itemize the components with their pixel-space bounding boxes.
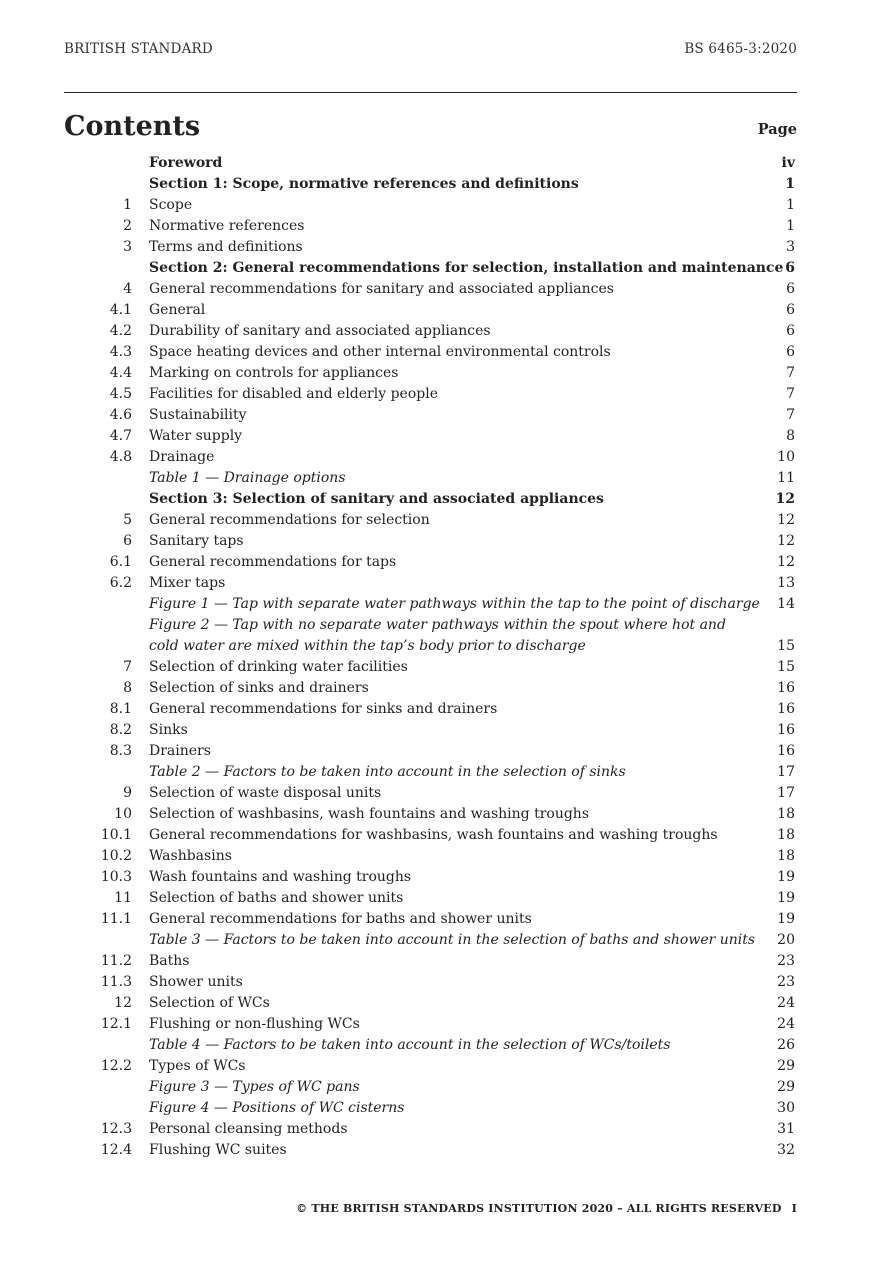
toc-entry-number: 12.4 (100, 1142, 132, 1158)
toc-entry (64, 615, 797, 657)
toc-entry (64, 699, 797, 720)
toc-entry (64, 867, 797, 888)
toc-entry-page: 7 (786, 407, 795, 423)
toc-entry (64, 153, 797, 174)
toc-entry-page: 30 (777, 1100, 795, 1116)
toc-entry-number: 4 (123, 281, 132, 297)
toc-entry (64, 384, 797, 405)
toc-entry-title: Section 2: General recommendations for selection, installation and maintenance (149, 260, 784, 276)
toc-entry-page: 16 (777, 701, 795, 717)
copyright-notice: © THE BRITISH STANDARDS INSTITUTION 2020 – ALL RIGHTS RESERVED (296, 1202, 782, 1215)
toc-entry (64, 363, 797, 384)
toc-entry-title: Space heating devices and other internal environmental controls (149, 344, 611, 360)
toc-entry-title: Figure 4 — Positions of WC cisterns (149, 1100, 405, 1116)
toc-entry-number: 4.2 (109, 323, 132, 339)
toc-entry-title: Water supply (149, 428, 243, 444)
toc-entry-title: Mixer taps (149, 575, 226, 591)
toc-entry (64, 678, 797, 699)
toc-entry-page: 29 (777, 1079, 795, 1095)
toc-entry-number: 12 (114, 995, 132, 1011)
toc-entry-page: 6 (786, 302, 795, 318)
toc-entry-page: 15 (777, 638, 795, 654)
toc-entry-page: 18 (777, 827, 795, 843)
toc-entry-page: 1 (785, 176, 795, 192)
toc-entry-number: 10.1 (100, 827, 132, 843)
toc-entry-title: Facilities for disabled and elderly people (149, 386, 438, 402)
page-column-heading: Page (757, 121, 797, 138)
toc-entry-number: 8.3 (109, 743, 132, 759)
toc-entry-title: Section 3: Selection of sanitary and associated appliances (149, 491, 604, 507)
toc-entry-title: Figure 2 — Tap with no separate water pathways within the spout where hot and cold water are mixed within the tap’s body prior to discharge (149, 617, 726, 654)
toc-entry-title: Selection of washbasins, wash fountains and washing troughs (149, 806, 590, 822)
toc-entry-page: 19 (777, 869, 795, 885)
toc-entry (64, 447, 797, 468)
toc-entry-title: Section 1: Scope, normative references and definitions (149, 176, 579, 192)
toc-entry (64, 258, 797, 279)
toc-entry-number: 3 (123, 239, 132, 255)
toc-entry-title: Selection of WCs (149, 995, 270, 1011)
toc-entry-page: 6 (786, 323, 795, 339)
toc-entry-page: 12 (777, 533, 795, 549)
toc-entry-number: 4.4 (109, 365, 132, 381)
toc-entry-number: 4.3 (109, 344, 132, 360)
toc-entry (64, 552, 797, 573)
toc-entry-title: Table 3 — Factors to be taken into account in the selection of baths and shower units (149, 932, 756, 948)
toc-entry (64, 1056, 797, 1077)
toc-entry-title: Sanitary taps (149, 533, 244, 549)
toc-entry (64, 762, 797, 783)
toc-entry-title: Figure 1 — Tap with separate water pathways within the tap to the point of discharge (149, 596, 760, 612)
toc-entry-page: 18 (777, 848, 795, 864)
running-header-right: BS 6465-3:2020 (684, 41, 797, 57)
page-footer (296, 1202, 797, 1215)
toc-entry-page: 7 (786, 365, 795, 381)
toc-entry-page: 16 (777, 680, 795, 696)
toc-entry (64, 909, 797, 930)
toc-entry (64, 972, 797, 993)
toc-entry-title: Foreword (149, 155, 223, 171)
toc-entry (64, 1014, 797, 1035)
toc-entry-number: 4.6 (109, 407, 132, 423)
toc-entry-page: 32 (777, 1142, 795, 1158)
toc-entry (64, 993, 797, 1014)
toc-entry-title: Selection of waste disposal units (149, 785, 382, 801)
toc-entry (64, 489, 797, 510)
toc-entry-page: 16 (777, 743, 795, 759)
toc-entry-title: Sustainability (149, 407, 247, 423)
toc-entry-page: 19 (777, 911, 795, 927)
toc-entry-page: 17 (777, 764, 795, 780)
toc-entry-number: 4.1 (109, 302, 132, 318)
toc-entry (64, 1098, 797, 1119)
toc-entry-number: 8.1 (109, 701, 132, 717)
toc-entry-number: 10.3 (100, 869, 132, 885)
toc-entry-page: 8 (786, 428, 795, 444)
toc-entry (64, 783, 797, 804)
toc-entry-page: 12 (777, 554, 795, 570)
toc-entry (64, 300, 797, 321)
toc-entry-number: 1 (123, 197, 132, 213)
toc-entry-title: General recommendations for sanitary and associated appliances (149, 281, 614, 297)
toc-entry-title: Table 4 — Factors to be taken into account in the selection of WCs/toilets (149, 1037, 671, 1053)
toc-entry-page: iv (781, 155, 795, 171)
toc-entry-title: Selection of drinking water facilities (149, 659, 408, 675)
toc-entry-page: 17 (777, 785, 795, 801)
toc-entry-number: 11.2 (100, 953, 132, 969)
toc-entry-page: 12 (777, 512, 795, 528)
toc-entry (64, 1035, 797, 1056)
toc-entry-page: 20 (777, 932, 795, 948)
toc-entry-number: 6.1 (109, 554, 132, 570)
toc-entry (64, 888, 797, 909)
toc-entry-page: 12 (775, 491, 795, 507)
toc-entry-title: Drainers (149, 743, 211, 759)
toc-entry-number: 6 (123, 533, 132, 549)
toc-entry-page: 26 (777, 1037, 795, 1053)
toc-entry-title: Selection of sinks and drainers (149, 680, 369, 696)
toc-entry-number: 12.1 (100, 1016, 132, 1032)
toc-entry (64, 216, 797, 237)
toc-entry-title: Shower units (149, 974, 243, 990)
running-header-left: BRITISH STANDARD (64, 41, 213, 57)
toc-entry (64, 279, 797, 300)
toc-entry-page: 1 (786, 197, 795, 213)
toc-entry-title: General recommendations for baths and shower units (149, 911, 532, 927)
toc-entry-page: 1 (786, 218, 795, 234)
toc-entry-title: Marking on controls for appliances (149, 365, 399, 381)
toc-entry (64, 1140, 797, 1161)
header-rule (64, 92, 797, 93)
toc-entry-page: 14 (777, 596, 795, 612)
toc-entry (64, 531, 797, 552)
toc-entry (64, 195, 797, 216)
toc-entry (64, 405, 797, 426)
toc-entry-title: Personal cleansing methods (149, 1121, 348, 1137)
toc-entry (64, 951, 797, 972)
toc-entry-number: 10.2 (100, 848, 132, 864)
toc-entry-title: General recommendations for sinks and drainers (149, 701, 498, 717)
toc-entry-title: Flushing WC suites (149, 1142, 287, 1158)
toc-entry-number: 8.2 (109, 722, 132, 738)
toc-entry-page: 3 (786, 239, 795, 255)
toc-entry-title: Wash fountains and washing troughs (149, 869, 412, 885)
page-title: Contents (64, 111, 201, 142)
toc-entry-page: 6 (786, 281, 795, 297)
toc-entry-page: 6 (786, 344, 795, 360)
toc-entry-page: 19 (777, 890, 795, 906)
toc-entry-page: 18 (777, 806, 795, 822)
toc-entry-page: 16 (777, 722, 795, 738)
toc-entry (64, 1077, 797, 1098)
toc-entry-page: 11 (777, 470, 795, 486)
toc-entry-title: Table 1 — Drainage options (149, 470, 346, 486)
toc-entry-title: Sinks (149, 722, 188, 738)
toc-entry-title: Scope (149, 197, 193, 213)
toc-entry (64, 321, 797, 342)
toc-entry (64, 1119, 797, 1140)
toc-entry-page: 13 (777, 575, 795, 591)
toc-entry-title: General recommendations for selection (149, 512, 430, 528)
toc-entry-title: Types of WCs (149, 1058, 246, 1074)
toc-entry-title: Durability of sanitary and associated appliances (149, 323, 491, 339)
toc-entry (64, 804, 797, 825)
toc-entry (64, 342, 797, 363)
toc-entry-page: 10 (777, 449, 795, 465)
toc-entry (64, 174, 797, 195)
toc-entry-page: 23 (777, 953, 795, 969)
toc-entry-title: Washbasins (149, 848, 232, 864)
toc-entry-title: Normative references (149, 218, 305, 234)
toc-entry-page: 24 (777, 995, 795, 1011)
toc-entry-number: 2 (123, 218, 132, 234)
toc-entry-number: 11.1 (100, 911, 132, 927)
toc-entry-title: Table 2 — Factors to be taken into account in the selection of sinks (149, 764, 626, 780)
toc-entry-number: 12.2 (100, 1058, 132, 1074)
table-of-contents (64, 153, 797, 1161)
toc-entry-number: 7 (123, 659, 132, 675)
toc-entry-number: 11.3 (100, 974, 132, 990)
toc-entry-page: 29 (777, 1058, 795, 1074)
toc-entry-number: 12.3 (100, 1121, 132, 1137)
toc-entry-title: General recommendations for taps (149, 554, 397, 570)
toc-entry (64, 657, 797, 678)
toc-entry-page: 23 (777, 974, 795, 990)
toc-entry-title: General (149, 302, 206, 318)
toc-entry (64, 720, 797, 741)
toc-entry-title: Terms and definitions (149, 239, 303, 255)
toc-entry-number: 6.2 (109, 575, 132, 591)
toc-entry (64, 468, 797, 489)
toc-entry (64, 594, 797, 615)
toc-entry (64, 846, 797, 867)
toc-entry (64, 825, 797, 846)
toc-entry-title: Baths (149, 953, 190, 969)
toc-entry-page: 15 (777, 659, 795, 675)
toc-entry-number: 5 (123, 512, 132, 528)
toc-entry-number: 4.5 (109, 386, 132, 402)
toc-entry (64, 426, 797, 447)
toc-entry-title: Selection of baths and shower units (149, 890, 404, 906)
toc-entry (64, 930, 797, 951)
toc-entry-title: Drainage (149, 449, 215, 465)
toc-entry-number: 4.7 (109, 428, 132, 444)
toc-entry-number: 10 (114, 806, 132, 822)
toc-entry-number: 11 (114, 890, 132, 906)
toc-entry (64, 741, 797, 762)
toc-entry-page: 6 (785, 260, 795, 276)
toc-entry-page: 24 (777, 1016, 795, 1032)
toc-entry-title: General recommendations for washbasins, wash fountains and washing troughs (149, 827, 718, 843)
toc-entry-number: 4.8 (109, 449, 132, 465)
page-number: I (791, 1202, 797, 1215)
toc-entry-number: 8 (123, 680, 132, 696)
toc-entry (64, 573, 797, 594)
toc-entry (64, 510, 797, 531)
toc-entry (64, 237, 797, 258)
toc-entry-title: Figure 3 — Types of WC pans (149, 1079, 360, 1095)
toc-entry-title: Flushing or non-flushing WCs (149, 1016, 360, 1032)
toc-entry-page: 31 (777, 1121, 795, 1137)
toc-entry-page: 7 (786, 386, 795, 402)
toc-entry-number: 9 (123, 785, 132, 801)
